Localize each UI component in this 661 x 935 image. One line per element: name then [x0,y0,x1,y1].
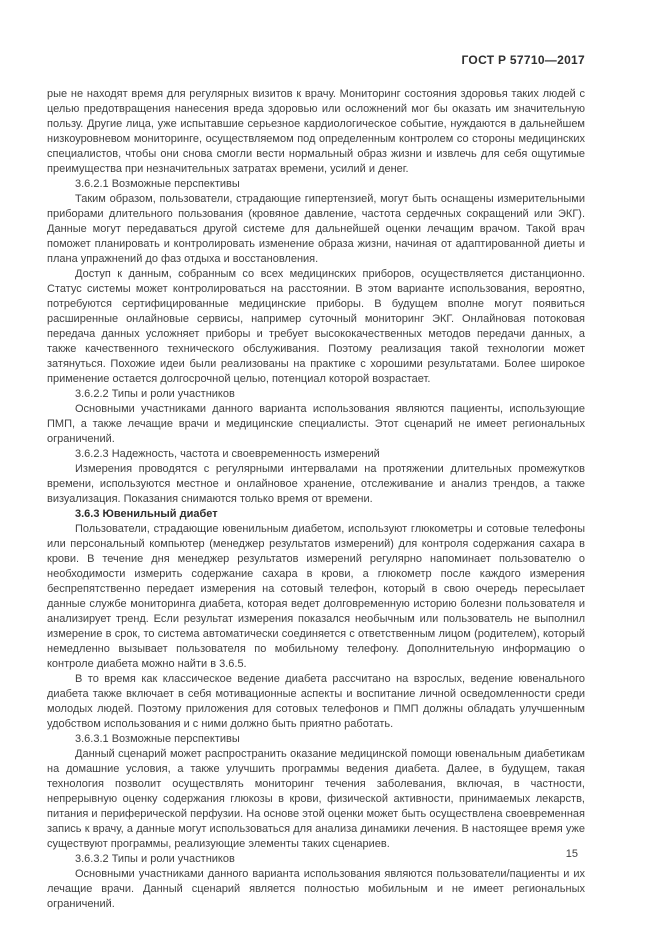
paragraph: Основными участниками данного варианта использования являются пациенты, использующие ПМП, а также лечащие врачи и медицинские специалисты. Этот сценарий не имеет региональных ограничений. [47,403,585,445]
paragraph: Таким образом, пользователи, страдающие гипертензией, могут быть оснащены измерительными приборами длительного пользования (кровяное давление, частота сердечных сокращений или ЭКГ). Данные могут передаваться другой системе для дальнейшей оценки лечащим врачом. Такой врач поможет планировать и контролировать изменение образа жизни, начиная от адаптированной диеты и плана упражнений до фаз отдыха и восстановления. [47,193,585,265]
page-header [47,53,585,67]
page-number: 15 [565,848,578,860]
subsection-heading-3-6-3-1: 3.6.3.1 Возможные перспективы [75,733,240,745]
paragraph: В то время как классическое ведение диабета рассчитано на взрослых, ведение ювенального диабета также включает в себя мотивационные аспекты и воспитание личной осведомленности среди молодых людей. Поэтому приложения для сотовых телефонов и ПМП должны обладать улучшенным удобством использования и с ними должно быть приятно работать. [47,673,585,730]
paragraph: Измерения проводятся с регулярными интервалами на протяжении длительных промежутков времени, используются местное и онлайновое хранение, отслеживание и анализ трендов, а также визуализация. Показания снимаются только время от времени. [47,463,585,505]
paragraph: Пользователи, страдающие ювенильным диабетом, используют глюкометры и сотовые телефоны или персональный компьютер (менеджер результатов измерений) для контроля содержания сахара в крови. В течение дня менеджер результатов измерений регулярно напоминает пользователю о необходимости измерить содержание сахара в крови, а глюкометр после каждого измерения беспрепятственно передает измерения на сотовый телефон, который в свою очередь пересылает данные службе мониторинга диабета, которая ведет долговременную историю болезни пользователя и анализирует тренд. Если результат измерения показался необычным или пользователь не выполнил измерение в срок, то система автоматически соединяется с ответственным лицом (родителем), который немедленно вызывает пользователя по мобильному телефону. Дополнительную информацию о контроле диабета можно найти в 3.6.5. [47,523,585,670]
subsection-heading-3-6-2-2: 3.6.2.2 Типы и роли участников [75,388,235,400]
document-code: ГОСТ Р 57710—2017 [461,53,585,67]
paragraph: Данный сценарий может распространить оказание медицинской помощи ювенальным диабетикам на домашние условия, а также улучшить программы ведения диабета. Далее, в будущем, такая технология позволит осуществлять мониторинг течения заболевания, включая, в частности, непрерывную оценку содержания глюкозы в крови, физической активности, принимаемых лекарств, питания и периферической перфузии. На основе этой оценки может быть осуществлена своевременная запись к врачу, а данные могут использоваться для анализа динамики лечения. В настоящее время уже существуют программы, реализующие элементы таких сценариев. [47,748,585,850]
subsection-heading-3-6-3-2: 3.6.3.2 Типы и роли участников [75,853,235,865]
section-heading-3-6-3: 3.6.3 Ювенильный диабет [75,508,218,520]
paragraph: Доступ к данным, собранным со всех медицинских приборов, осуществляется дистанционно. Статус системы может контролироваться на расстоянии. В этом варианте использования, вероятно, потребуются сертифицированные медицинские приборы. В будущем вполне могут появиться расширенные онлайновые сервисы, например суточный мониторинг ЭКГ. Онлайновая потоковая передача данных усложняет приборы и требует высококачественных методов передачи данных, а также качественного технического обслуживания. Поэтому реализация такой технологии может затянуться. Похожие идеи были реализованы на практике с хорошими результатами. Более широкое применение остается долгосрочной целью, потенциал которой возрастает. [47,268,585,385]
subsection-heading-3-6-2-1: 3.6.2.1 Возможные перспективы [75,178,240,190]
paragraph: Основными участниками данного варианта использования являются пользователи/пациенты и их лечащие врачи. Данный сценарий является полностью мобильным и не имеет региональных ограничений. [47,868,585,910]
subsection-heading-3-6-2-3: 3.6.2.3 Надежность, частота и своевременность измерений [75,448,380,460]
page-footer [47,844,585,862]
paragraph-continuation: рые не находят время для регулярных визитов к врачу. Мониторинг состояния здоровья таких людей с целью предотвращения нанесения вреда здоровью или осложнений мог бы оказать им значительную пользу. Другие лица, уже испытавшие серьезное кардиологическое событие, нуждаются в дальнейшем низкоуровневом мониторинге, осуществляемом под определенным контролем со стороны медицинских специалистов, чтобы они снова смогли вести нормальный образ жизни и извлечь для себя ощутимые преимущества при незначительных затратах времени, усилий и денег. [47,88,585,175]
document-body [47,87,585,912]
